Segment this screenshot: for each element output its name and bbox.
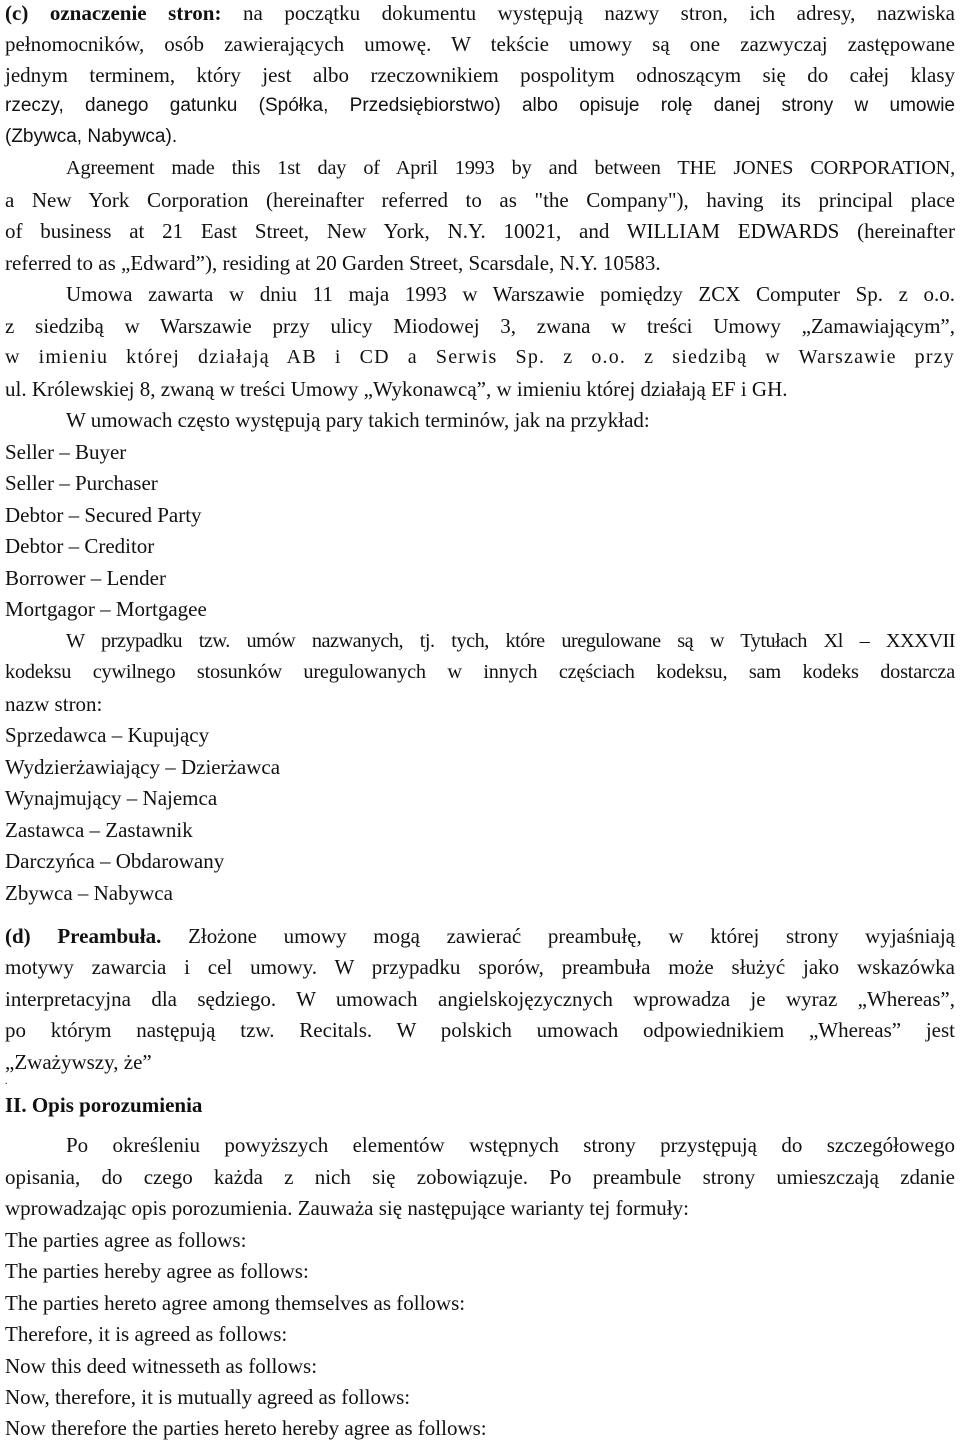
agreement-line-3: of business at 21 East Street, New York, N.Y. 10021, and WILLIAM EDWARDS (hereinafter: [5, 219, 955, 243]
formula-item: The parties hereby agree as follows:: [5, 1259, 309, 1283]
agreement-line-4: referred to as „Edward”), residing at 20 Garden Street, Scarsdale, N.Y. 10583.: [5, 251, 661, 275]
section-d-line-2: motywy zawarcia i cel umowy. W przypadku sporów, preambuła może służyć jako wskazówka: [5, 955, 955, 979]
stray-dot: .: [5, 1076, 8, 1087]
english-pair: Seller – Purchaser: [5, 471, 158, 495]
english-pair: Borrower – Lender: [5, 566, 166, 590]
section-d-line-3: interpretacyjna dla sędziego. W umowach angielskojęzycznych wprowadza je wyraz „Whereas”,: [5, 987, 955, 1011]
formula-item: The parties hereto agree among themselves as follows:: [5, 1291, 466, 1315]
section-c-line-2: pełnomocników, osób zawierających umowę. W tekście umowy są one zazwyczaj zastępowane: [5, 32, 955, 56]
section-d-line-1: (d) Preambuła. Złożone umowy mogą zawierać preambułę, w której strony wyjaśniają: [5, 924, 955, 948]
polish-pair: Zbywca – Nabywca: [5, 881, 173, 905]
english-pair: Seller – Buyer: [5, 440, 127, 464]
polish-pair: Darczyńca – Obdarowany: [5, 849, 225, 873]
formula-item: Now this deed witnesseth as follows:: [5, 1354, 318, 1378]
formula-item: The parties agree as follows:: [5, 1228, 247, 1252]
section-ii-line-3: wprowadzając opis porozumienia. Zauważa się następujące warianty tej formuły:: [5, 1196, 689, 1220]
polish-pair: Sprzedawca – Kupujący: [5, 723, 210, 747]
section-ii-heading: II. Opis porozumienia: [5, 1093, 203, 1117]
section-d-line-4: po którym następują tzw. Recitals. W polskich umowach odpowiednikiem „Whereas” jest: [5, 1018, 955, 1042]
section-c-line-5: (Zbywca, Nabywca).: [5, 126, 178, 147]
formula-item: Therefore, it is agreed as follows:: [5, 1322, 288, 1346]
kodeks-line-1: W przypadku tzw. umów nazwanych, tj. tych, które uregulowane są w Tytułach Xl – XXXVII: [66, 630, 955, 652]
section-c-line-1: (c) oznaczenie stron: na początku dokumentu występują nazwy stron, ich adresy, nazwiska: [5, 1, 956, 25]
formula-item: Now therefore the parties hereto hereby agree as follows:: [5, 1416, 487, 1440]
umowa-line-1: Umowa zawarta w dniu 11 maja 1993 w Warszawie pomiędzy ZCX Computer Sp. z o.o.: [66, 282, 955, 306]
section-d-line-5: „Zważywszy, że”: [5, 1050, 152, 1074]
umowa-line-3: w imieniu której działają AB i CD a Serwis Sp. z o.o. z siedzibą w Warszawie przy: [5, 346, 955, 368]
section-ii-line-1: Po określeniu powyższych elementów wstępnych strony przystępują do szczegółowego: [66, 1133, 955, 1157]
umowa-line-2: z siedzibą w Warszawie przy ulicy Miodowej 3, zwana w treści Umowy „Zamawiającym”,: [5, 314, 955, 338]
umowa-line-4: ul. Królewskiej 8, zwaną w treści Umowy „Wykonawcą”, w imieniu której działają EF i GH.: [5, 377, 788, 401]
polish-pair: Wydzierżawiający – Dzierżawca: [5, 755, 281, 779]
english-pair: Debtor – Secured Party: [5, 503, 202, 527]
kodeks-line-2: kodeksu cywilnego stosunków uregulowanych w innych częściach kodeksu, sam kodeks dostarcza: [5, 661, 955, 683]
section-c-line-4: rzeczy, danego gatunku (Spółka, Przedsiębiorstwo) albo opisuje rolę danej strony w umowie: [5, 95, 955, 116]
polish-pair: Zastawca – Zastawnik: [5, 818, 193, 842]
section-c-heading: (c) oznaczenie stron:: [5, 1, 222, 25]
kodeks-line-3: nazw stron:: [5, 692, 103, 716]
section-c-line-3: jednym terminem, który jest albo rzeczownikiem pospolitym odnoszącym się do całej klasy: [5, 63, 955, 87]
formula-item: Now, therefore, it is mutually agreed as follows:: [5, 1385, 411, 1409]
section-d-heading: (d) Preambuła.: [5, 924, 162, 948]
section-ii-line-2: opisania, do czego każda z nich się zobowiązuje. Po preambule strony umieszczają zdanie: [5, 1165, 955, 1189]
english-pair: Debtor – Creditor: [5, 534, 155, 558]
english-pair: Mortgagor – Mortgagee: [5, 597, 207, 621]
agreement-line-2: a New York Corporation (hereinafter referred to as "the Company"), having its principal place: [5, 188, 955, 212]
agreement-line-1: Agreement made this 1st day of April 1993 by and between THE JONES CORPORATION,: [66, 157, 955, 179]
polish-pair: Wynajmujący – Najemca: [5, 786, 218, 810]
pairs-intro: W umowach często występują pary takich terminów, jak na przykład:: [66, 408, 650, 432]
